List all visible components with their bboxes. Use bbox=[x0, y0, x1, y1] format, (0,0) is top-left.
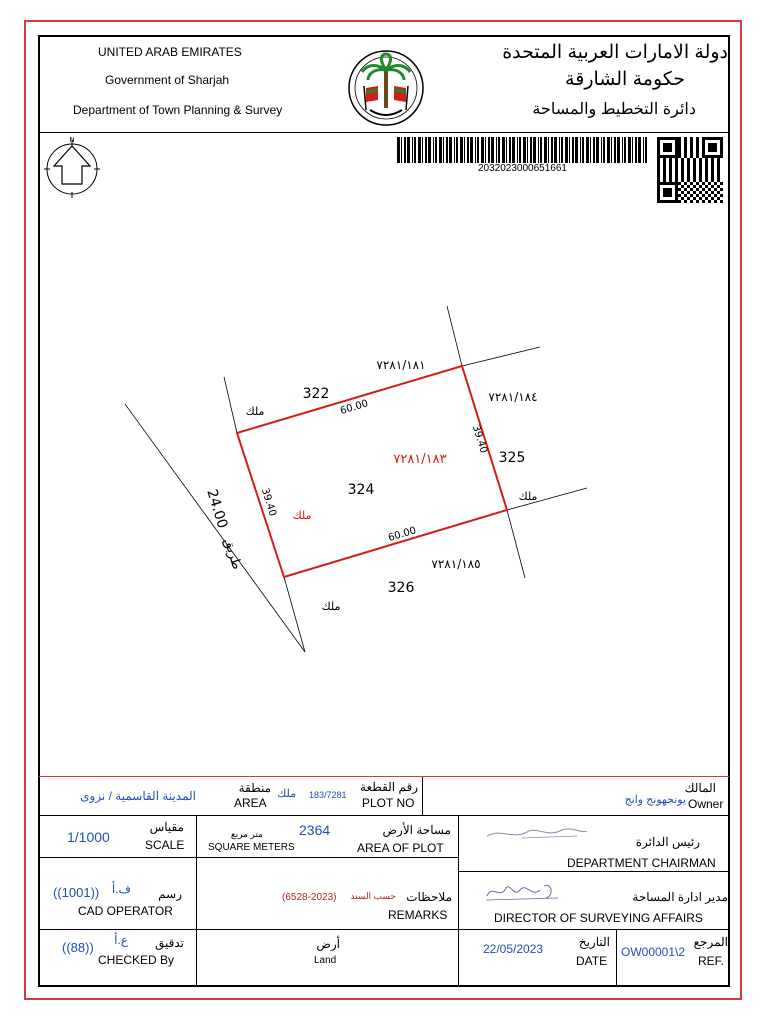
land-en: Land bbox=[314, 955, 337, 966]
neighbor-north-ref: ٧٢٨١/١٨١ bbox=[376, 358, 426, 372]
neighbor-north-number: 322 bbox=[302, 386, 330, 402]
table-row-line-3 bbox=[39, 929, 729, 930]
cad-value-ar: ف.أ bbox=[111, 882, 131, 896]
road-width: 24.00 bbox=[203, 487, 231, 531]
checked-value: ((88)) bbox=[62, 940, 94, 955]
barcode-number: 2032023000651661 bbox=[478, 163, 567, 174]
plot-owner-word: ملك bbox=[292, 509, 312, 522]
chairman-en: DEPARTMENT CHAIRMAN bbox=[567, 856, 716, 870]
header-ar-line2: حكومة الشارقة bbox=[565, 69, 685, 90]
table-row-line-2b bbox=[458, 871, 729, 872]
checked-ar: تدقيق bbox=[154, 936, 184, 950]
date-value: 22/05/2023 bbox=[483, 942, 544, 956]
area-en: AREA bbox=[234, 796, 267, 810]
ref-ar: المرجع bbox=[693, 935, 728, 949]
ref-value: OW00001\2 bbox=[621, 945, 686, 959]
sqm-ar: متر مربع bbox=[230, 829, 263, 839]
owner-en: Owner bbox=[688, 797, 724, 811]
scale-ar: مقياس bbox=[149, 820, 184, 834]
chairman-signature-icon bbox=[482, 822, 592, 846]
header-ar-line1: دولة الامارات العربية المتحدة bbox=[502, 42, 728, 63]
plot-ref: ٧٢٨١/١٨٣ bbox=[393, 452, 447, 467]
director-signature-icon bbox=[482, 878, 562, 906]
cad-en: CAD OPERATOR bbox=[78, 904, 173, 918]
area-of-plot-value: 2364 bbox=[299, 822, 331, 838]
table-col-line-a bbox=[422, 777, 423, 815]
land-ar: أرض bbox=[316, 937, 340, 951]
scale-en: SCALE bbox=[145, 838, 185, 852]
table-row-line-2a bbox=[39, 857, 459, 858]
neighbor-north-owner: ملك bbox=[245, 405, 265, 418]
neighbor-east-ref: ٧٢٨١/١٨٤ bbox=[488, 390, 538, 404]
area-of-plot-ar: مساحة الأرض bbox=[382, 823, 451, 837]
chairman-ar: رئيس الدائرة bbox=[635, 835, 700, 849]
neighbor-south-number: 326 bbox=[387, 580, 415, 596]
remarks-value: (6528-2023) bbox=[282, 892, 337, 903]
header-en-line3: Department of Town Planning & Survey bbox=[73, 103, 283, 117]
header-en-line2: Government of Sharjah bbox=[105, 73, 230, 87]
plot-number: 324 bbox=[347, 482, 375, 498]
area-value: المدينة القاسمية / نزوى bbox=[80, 789, 196, 803]
header-en-line1: UNITED ARAB EMIRATES bbox=[98, 45, 242, 59]
table-row-line-1 bbox=[39, 815, 729, 816]
dim-top: 60.00 bbox=[338, 398, 370, 417]
owner-ar: المالك bbox=[684, 781, 716, 795]
table-col-line-c bbox=[196, 815, 197, 985]
cad-ar: رسم bbox=[158, 887, 182, 901]
plot-no-type: ملك bbox=[277, 788, 296, 800]
sqm-en: SQUARE METERS bbox=[208, 842, 295, 853]
remarks-ar: ملاحظات bbox=[406, 890, 452, 904]
scale-value: 1/1000 bbox=[67, 829, 110, 845]
owner-value: يونجهونج وانج bbox=[624, 794, 686, 806]
table-col-line-b bbox=[458, 815, 459, 985]
road-label: طريق bbox=[220, 536, 245, 572]
dim-right: 39.40 bbox=[469, 423, 489, 455]
plot-no-ar: رقم القطعة bbox=[360, 780, 418, 794]
date-ar: التاريخ bbox=[578, 935, 610, 949]
remarks-value-ar: حسب السند bbox=[350, 891, 396, 901]
table-top-line bbox=[39, 776, 729, 777]
north-label: N bbox=[69, 136, 75, 144]
date-en: DATE bbox=[576, 954, 608, 968]
director-ar: مدير ادارة المساحة bbox=[632, 890, 728, 904]
neighbor-east-owner: ملك bbox=[518, 490, 538, 503]
remarks-en: REMARKS bbox=[388, 908, 448, 922]
director-en: DIRECTOR OF SURVEYING AFFAIRS bbox=[494, 911, 703, 925]
plot-boundary bbox=[237, 366, 507, 577]
dim-bottom: 60.00 bbox=[386, 525, 418, 544]
header-ar-line3: دائرة التخطيط والمساحة bbox=[532, 101, 696, 118]
checked-en: CHECKED By bbox=[98, 953, 175, 967]
checked-value-ar: ع.أ bbox=[114, 933, 128, 947]
cad-value: ((1001)) bbox=[53, 885, 100, 900]
neighbor-south-owner: ملك bbox=[321, 600, 341, 613]
neighbor-east-number: 325 bbox=[498, 450, 526, 466]
plot-no-value: 183/7281 bbox=[309, 790, 347, 800]
ref-en: REF. bbox=[698, 954, 725, 968]
plot-no-en: PLOT NO bbox=[362, 796, 415, 810]
table-col-line-d bbox=[616, 929, 617, 985]
area-of-plot-en: AREA OF PLOT bbox=[357, 841, 444, 855]
dim-left: 39.40 bbox=[258, 486, 278, 518]
area-ar: منطقة bbox=[238, 781, 271, 795]
neighbor-south-ref: ٧٢٨١/١٨٥ bbox=[431, 557, 481, 571]
